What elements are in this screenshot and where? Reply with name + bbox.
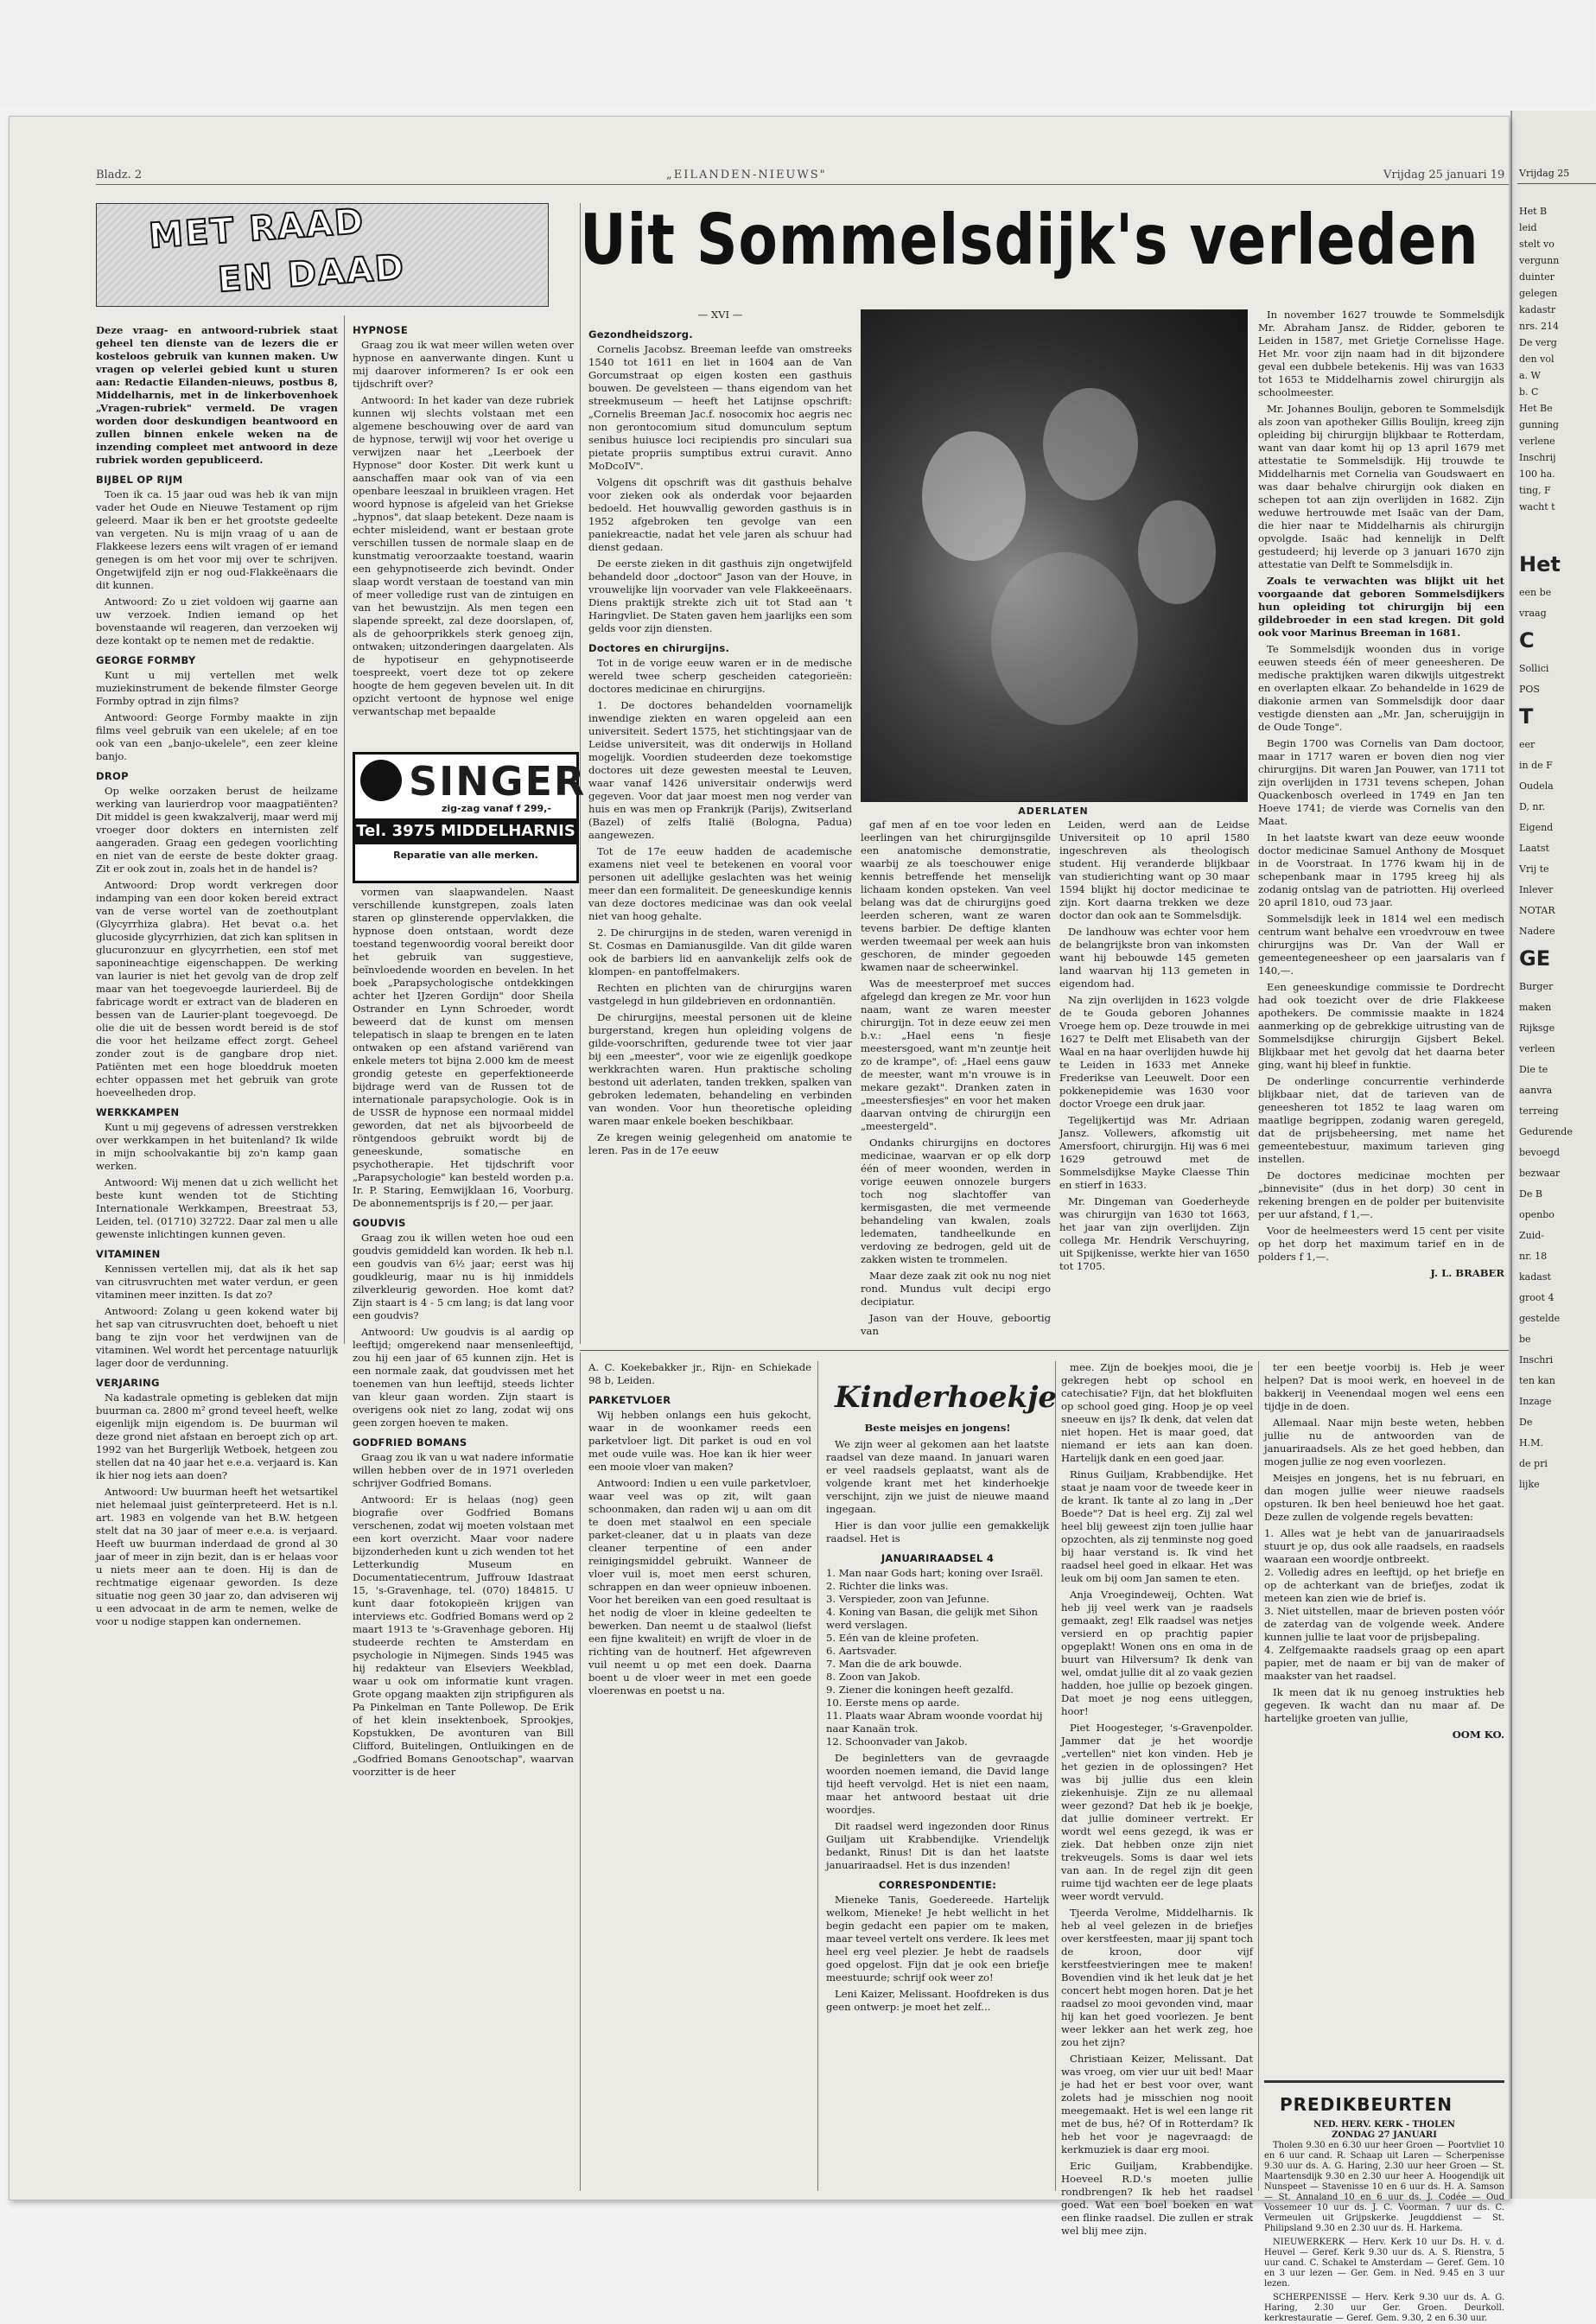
question-text: Graag zou ik van u wat nadere informatie willen hebben over de in 1971 overleden schrijver Godfried Bomans. [353, 1451, 574, 1489]
question-text: Op welke oorzaken berust de heilzame werking van laurierdrop voor maagpatiënten? Dit middel is geen kwakzalverij, maar werd mij vroeger door dokters en internisten zelf aangeraden. Graag een gedegen voorlichting en niet van de eerste de beste dokter graag. Zit er ook zout in, zoals het in de handel is? [96, 785, 338, 875]
next-page-edge [1510, 111, 1596, 2199]
next-page-fragment: terreing [1519, 1105, 1559, 1117]
question-title: VITAMINEN [96, 1248, 161, 1260]
kinderhoekje-title: Kinderhoekje [835, 1380, 1058, 1415]
next-page-fragment: gelegen [1519, 288, 1558, 299]
article-paragraph: Cornelis Jacobsz. Breeman leefde van omstreeks 1540 tot 1611 en liet in 1604 aan de Van Gorcumstraat op eigen kosten een gasthuis bouwen. De gevelsteen — thans eigendom van het streekmuseum — heeft het Latijnse opschrift: „Cornelis Breeman Jac.f. nosocomix hoc aegris nec non gerontocomium situd domunculum septum senibus huiusce loci recipiendis pro sinculari sua pietate propriis sumptibus extrui curavit. Anno MoDcoIV". [588, 343, 852, 472]
kinder-paragraph: Meisjes en jongens, het is nu februari, en dan mogen jullie weer nieuwe raadsels opsturen. Ik ben heel benieuwd hoe het gaat. Deze zullen de volgende regels bevatten: [1264, 1472, 1504, 1523]
church-heading: NED. HERV. KERK - THOLEN [1313, 2120, 1455, 2130]
next-page-fragment: vraag [1519, 608, 1547, 619]
predikbeurten-title: PREDIKBEURTEN [1280, 2094, 1453, 2115]
next-page-date: Vrijdag 25 [1519, 168, 1570, 179]
article-paragraph: Rechten en plichten van de chirurgijns waren vastgelegd in hun gildebrieven en ordonnantiën. [588, 982, 852, 1007]
article-paragraph: De landhouw was echter voor hem de belangrijkste bron van inkomsten want hij bebouwde 145 gemeten land waarvan hij 113 gemeten in eigendom had. [1059, 926, 1249, 990]
article-paragraph: Zoals te verwachten was blijkt uit het voorgaande dat geboren Sommelsdijkers hun opleiding tot chirurgijn bij een gildebroeder in een stad kregen. Dit gold ook voor Marinus Breeman in 1681. [1258, 575, 1504, 639]
kinderhoekje-column-1 [826, 1422, 1049, 2191]
service-list: SCHERPENISSE — Herv. Kerk 9.30 uur ds. A. G. Haring, 2.30 uur Ger. Groen. Deurkoll. kerkrestauratie — Geref. Gem. 9.30, 2 en 6.30 uur. [1264, 2293, 1504, 2323]
next-page-fragment: ting, F [1519, 485, 1551, 496]
kinder-paragraph: Anja Vroegindeweij, Ochten. Wat heb jij veel werk van je raadsels gemaakt, zeg! Elk raadsel was netjes versierd en op prachtig papier opgeplakt! Wonen ons en oma in de buurt van Hilversum? Ik denk van wel, omdat jullie dit al zo vaak gezien hadden, hoe jullie op bezoek gingen. Dat moet je nog eens uitleggen, hoor! [1061, 1589, 1253, 1717]
service-list: Tholen 9.30 en 6.30 uur heer Groen — Poortvliet 10 en 6 uur cand. R. Schaap uit Laren — Scherpenisse 9.30 uur ds. A. G. Haring, 2.30 uur heer Groen — St. Maartensdijk 9.30 en 2.30 uur heer A. Hoogendijk uit Nunspeet — Stavenisse 10 en 6 uur ds. H. A. Samson — St. Annaland 10 en 6 uur ds. J. Codée — Oud Vossemeer 10 uur ds. J. C. Voorman. 7 uur ds. C. Vermeulen uit Grijpskerke. Jeugddienst — St. Philipsland 9.30 en 2.30 uur ds. H. Harkema. [1264, 2141, 1504, 2233]
kinder-paragraph: Rinus Guiljam, Krabbendijke. Het staat je naam voor de tweede keer in de krant. Ik tante al zo lang in „Der Boede"? Dat is heel erg. Zij zal wel heel blij geweest zijn toen jullie haar opzochten, als zij tenminste nog goed bij haar verstand is. Ik vind het raadsel heel goed in elkaar. Het was leuk om bij oom Jan samen te eten. [1061, 1468, 1253, 1584]
next-page-fragment: Inschrij [1519, 452, 1556, 463]
next-page-fragment: kadast [1519, 1271, 1551, 1283]
question-title: PARKETVLOER [588, 1394, 671, 1406]
kinder-paragraph: Tjeerda Verolme, Middelharnis. Ik heb al veel gelezen in de briefjes over kerstfeesten, maar jij spant toch de kroon, door vijf kerstfeestvieringen mee te maken! Bovendien vind ik het leuk dat je het concert hebt mogen horen. Dat je het raadsel zo mooi gevonden vind, maar hij kan het goed voorlezen. Je bent weer lekker aan het werk zeg, hoe zou het zijn? [1061, 1907, 1253, 2048]
article-paragraph: Tegelijkertijd was Mr. Adriaan Jansz. Vollewers, afkomstig uit Amersfoort, chirurgijn. Hij was 6 mei 1629 getrouwd met de Sommelsdijkse Mayke Claesse Thin en stierf in 1633. [1059, 1114, 1249, 1191]
article-column-1 [588, 309, 852, 1341]
next-page-fragment: POS [1519, 684, 1540, 695]
article-column-2 [861, 818, 1051, 1341]
answer-text: Antwoord: Uw goudvis is al aardig op leeftijd; omgerekend naar mensenleeftijd, zou hij een jaar of 65 kunnen zijn. Het is een normale zaak, dat goudvissen met het toenemen van hun leeftijd, steeds lichter van kleur gaan worden. Zijn staart is overigens ook niet zo lang, zodat wij ons geen zorgen hoeven te maken. [353, 1326, 574, 1429]
answer-text: Antwoord: George Formby maakte in zijn films veel gebruik van een ukelele; af en toe ook van een „banjo-ukelele", een zeer kleine banjo. [96, 711, 338, 762]
next-page-fragment: kadastr [1519, 304, 1556, 315]
next-page-fragment: Vrij te [1519, 863, 1549, 875]
next-page-fragment: Rijksge [1519, 1022, 1555, 1034]
article-paragraph: De onderlinge concurrentie verhinderde blijkbaar niet, dat de tarieven van de geneesheren tot 1852 te laag waren om maatlige begrippen, zodanig waren geregeld, dat de prijsbeheersing, met name het gemeentebestuur, maximum tarieven ging instellen. [1258, 1075, 1504, 1165]
next-page-fragment: verlene [1519, 436, 1555, 447]
kinder-paragraph: Piet Hoogesteger, 's-Gravenpolder. Jammer dat je het woordje „vertellen" niet kon vinden. Heb je het gezien in de oplossingen? Het was bij jullie dus een klein ziekenhuisje. Zijn ze nu allemaal weer gezond? Dat heb ik je boekje, dat jullie domineer vertrekt. Er wordt wel eens gezegd, ik was er ziek. Dat hebben onze zijn niet trekveugels. Soms is daar wel iets van aan. In de regel zijn dit geen ruime tijd wachten eer de lege plaats weer wordt vervuld. [1061, 1722, 1253, 1902]
next-page-fragment: Burger [1519, 981, 1554, 992]
service-date: ZONDAG 27 JANUARI [1332, 2130, 1437, 2140]
article-paragraph: Voor de heelmeesters werd 15 cent per visite op het dorp het maximum tarief en in de polders f 1,—. [1258, 1225, 1504, 1263]
header-rule [96, 184, 1509, 185]
next-page-fragment: H.M. [1519, 1437, 1543, 1449]
rubriek-intro: Deze vraag- en antwoord-rubriek staat geheel ten dienste van de lezers die er kosteloos gebruik van kunnen maken. Uw vragen op velerlei gebied kunt u sturen aan: Redactie Eilanden-nieuws, postbus 8, Middelharnis, met in de linkerbovenhoek „Vragen-rubriek" vermeld. De vragen worden door deskundigen beantwoord en zullen binnen enkele weken na de inzending compleet met antwoord in deze rubriek worden gepubliceerd. [96, 324, 338, 466]
question-title: BIJBEL OP RIJM [96, 474, 183, 486]
next-page-fragment: De [1519, 1417, 1533, 1428]
kinder-paragraph: ter een beetje voorbij is. Heb je weer helpen? Dat is mooi werk, en hoeveel in de bakkerij in Veenendaal mogen wel eens een tijdje in de doen. [1264, 1361, 1504, 1412]
raad-column-2-top [353, 324, 574, 748]
next-page-fragment: bevoegd [1519, 1147, 1560, 1158]
logo-line-2: EN DAAD [216, 247, 407, 301]
next-page-fragment: eer [1519, 739, 1536, 750]
article-paragraph: Volgens dit opschrift was dit gasthuis behalve voor zieken ook als onderdak voor bejaarden bedoeld. Het houwvallig geworden gasthuis is in 1952 afgebroken ten gevolge van een paniekreactie, nadat het vele jaren als schuur had dienst gedaan. [588, 476, 852, 553]
question-text: Toen ik ca. 15 jaar oud was heb ik van mijn vader het Oude en Nieuwe Testament op rijm geleerd. Maar ik ben er het grootste gedeelte van vergeten. Nu is mijn vraag of u aan de Flakkeese lezers eens wilt vragen of er iemand genegen is om het voor mij over te schrijven. Ongetwijfeld zijn er nog oud-Flakkeënaars die dit kunnen. [96, 488, 338, 591]
answer-text: Antwoord: Wij menen dat u zich wellicht het beste kunt wenden tot de Stichting Internationale Werkkampen, Breestraat 53, Leiden, tel. (01710) 32722. Daar zal men u alle gewenste inlichtingen kunnen geven. [96, 1176, 338, 1240]
next-page-heading: Het [1519, 552, 1561, 576]
article-paragraph: Na zijn overlijden in 1623 volgde de te Gouda geboren Johannes Vroege hem op. Deze trouwde in mei 1627 te Delft met Elisabeth van der Waal en na haar overlijden huwde hij te Leiden in 1633 met Anneke Frederikse van Leeuwelt. Door een pokkenepidemie was 1630 voor doctor Vroege een druk jaar. [1059, 994, 1249, 1110]
article-paragraph: 1. De doctores behandelden voornamelijk inwendige ziekten en waren opgeleid aan een universiteit. Sedert 1575, het stichtingsjaar van de Leidse universiteit, was dit onderwijs in Holland mogelijk. Voordien studeerden deze toekomstige doctores uit deze gewesten meestal te Leuven, waar vanaf 1426 universitair onderwijs werd gegeven. Voor dat jaar moest men nog verder van huis en was men op Frankrijk (Parijs), Zwitserland (Bazel) of zelfs Italië (Bologna, Padua) aangewezen. [588, 699, 852, 841]
next-page-fragment: b. C [1519, 386, 1539, 398]
ad-phone: Tel. 3975 MIDDELHARNIS [355, 818, 576, 844]
kinder-paragraph: Leni Kaizer, Melissant. Hoofdreken is dus geen ontwerp: je moet het zelf... [826, 1988, 1049, 2013]
kinder-paragraph: Hier is dan voor jullie een gemakkelijk raadsel. Het is [826, 1519, 1049, 1544]
question-text: Na kadastrale opmeting is gebleken dat mijn buurman ca. 2800 m² grond teveel heeft, welke eigenlijk mijn eigendom is. De buurman wil deze grond niet afstaan en beroept zich op art. 1992 van het Burgerlijk Wetboek, hetgeen zou stellen dat na 40 jaar het e.e.a. verjaard is. Kan ik hier nog iets aan doen? [96, 1391, 338, 1481]
kinder-paragraph: mee. Zijn de boekjes mooi, die je gekregen hebt op school en catechisatie? Fijn, dat het blokfluiten op school goed ging. Hoop je op veel sneeuw en ijs? Ik denk, dat velen dat niet hopen. Het is maar goed, dat niemand er iets aan kan doen. Hartelijk dank en een goed jaar. [1061, 1361, 1253, 1464]
question-text: Kunt u mij gegevens of adressen verstrekken over werkkampen in het buitenland? Ik wilde in mijn schoolvakantie bij zo'n kamp gaan werken. [96, 1121, 338, 1172]
scanner-background [0, 0, 1594, 105]
next-page-fragment: be [1519, 1334, 1531, 1345]
singer-advertisement [353, 752, 587, 883]
kinder-paragraph: Ik meen dat ik nu genoeg instrukties heb gegeven. Ik wacht dan nu maar af. De hartelijke groeten van jullie, [1264, 1686, 1504, 1724]
answer-text: Antwoord: Uw buurman heeft het wetsartikel niet helemaal juist geïnterpreteerd. Het is n.l. art. 1983 en volgende van het B.W. hetgeen stelt dat na 30 jaar of meer e.e.a. is verjaard. Heeft uw buurman inderdaad de grond al 30 jaar of meer in zijn bezit, dan is er helaas voor u niets meer aan te doen. Hij is dan de rechtmatige eigenaar geworden. Is deze situatie nog geen 30 jaar zo, dan adviseren wij u een advocaat in de arm te nemen, welke de voor u nodige stappen kan ondernemen. [96, 1486, 338, 1627]
next-page-fragment: Laatst [1519, 843, 1549, 854]
raadsel-title: JANUARIRAADSEL 4 [881, 1552, 995, 1564]
issue-date: Vrijdag 25 januari 19 [1383, 169, 1505, 181]
next-page-fragment: D, nr. [1519, 801, 1546, 812]
next-page-fragment: vergunn [1519, 255, 1560, 266]
next-page-heading: T [1519, 704, 1534, 729]
next-page-heading: C [1519, 628, 1535, 653]
next-page-fragment: verleen [1519, 1043, 1555, 1054]
logo-line-1: MET RAAD [147, 201, 366, 257]
singer-logo-icon [360, 760, 402, 801]
next-page-fragment: Inzage [1519, 1396, 1552, 1407]
section-title: Doctores en chirurgijns. [588, 642, 730, 654]
kinder-paragraph: De beginletters van de gevraagde woorden noemen iemand, die David lange tijd heeft vervolgd. Het is niet een naam, maar het antwoord bestaat uit drie woordjes. [826, 1752, 1049, 1816]
article-paragraph: Leiden, werd aan de Leidse Universiteit op 10 april 1580 ingeschreven als theologisch student. Hij veranderde blijkbaar van studierichting want op 30 maar 1594 blijkt hij doctor medicinae te zijn. Kort daarna trekken we deze doctor dan ook aan te Sommelsdijk. [1059, 818, 1249, 921]
article-paragraph: De chirurgijns, meestal personen uit de kleine burgerstand, kregen hun opleiding volgens de gilde-voorschriften, gedurende twee tot vier jaar bij een „meester", voor wie ze eigenlijk goedkope werkkrachten waren. Hun praktische scholing bestond uit aderlaten, tanden trekken, spalken van gebroken ledematen, behandeling en verbinden van wonden. Voor hun theoretische opleiding waren maar enkele boeken beschikbaar. [588, 1011, 852, 1127]
next-page-fragment: De verg [1519, 337, 1557, 348]
next-page-fragment: ten kan [1519, 1375, 1555, 1386]
answer-text: vormen van slaapwandelen. Naast verschillende kunstgrepen, zoals laten staren op glinsterende oppervlakken, die hypnose doen ontstaan, wordt deze toestand tegenwoordig vooral bereikt door het gebruik van suggestieve, beïnvloedende woorden en bevelen. In het boek „Parapsychologische ontdekkingen achter het IJzeren Gordijn" door Sheila Ostrander en Lynn Schroeder, wordt beweerd dat de kunst om mensen telepatisch in slaap te brengen en te laten ontwaken op een afstand variërend van enkele meters tot bijna 2.000 km de meest grondig geteste en geperfektioneerde bijdrage werd van de Russen tot de internationale parapsychologie. Ook is in de USSR de hypnose een normaal middel geworden, dat net als bijvoorbeeld de röntgendoos gebruikt wordt bij de geneeskunde, somatische en psychotherapie. Het tijdschrift voor „Parapsychologie" kan besteld worden p.a. Ir. P. Staring, Eemwijklaan 16, Voorburg. De abonnementsprijs is f 20,— per jaar. [353, 886, 574, 1209]
kinder-paragraph: Christiaan Keizer, Melissant. Dat was vroeg, om vier uur uit bed! Maar je had het er best voor over, want zolets had je misschien nog nooit meegemaakt. Het is wel een lange rit met de bus, hé? Of in Rotterdam? Ik heb het voor je nagevraagd: de kerkmuziek is daar erg mooi. [1061, 2053, 1253, 2155]
article-paragraph: Jason van der Houve, geboortig van [861, 1312, 1051, 1337]
next-page-fragment: Gedurende [1519, 1126, 1573, 1137]
article-headline: Uit Sommelsdijk's verleden [580, 200, 1479, 280]
next-page-fragment: nr. 18 [1519, 1251, 1548, 1262]
greeting: Beste meisjes en jongens! [864, 1422, 1011, 1434]
next-page-fragment: Oudela [1519, 780, 1554, 792]
next-page-fragment: gunning [1519, 419, 1559, 430]
article-paragraph: Mr. Johannes Boulijn, geboren te Sommelsdijk als zoon van apotheker Gillis Boulijn, kreeg zijn opleiding bij chirurgijn blijkbaar te Rotterdam, want van daar komt hij op 13 april 1679 met attestatie te Sommelsdijk. Hij trouwde te Middelharnis met Cornelia van Goudswaert en was daar behalve chirurgijn ook diaken en schepen tot aan zijn overlijden in 1682. Zijn weduwe hertrouwde met Isaäc van der Dam, die hier naar te Middelharnis als chirurgijn opvolgde. Isaäc had kennelijk in Delft gestudeerd; hij leverde op 3 januari 1670 zijn attestatie van Delft te Sommelsdijk in. [1258, 403, 1504, 570]
raad-column-3 [588, 1361, 811, 2191]
question-text: Wij hebben onlangs een huis gekocht, waar in de woonkamer reeds een parketvloer ligt. Dit parket is oud en vol met oude vuile was. Hoe kan ik hier weer een mooie vloer van maken? [588, 1409, 811, 1473]
page-number: Bladz. 2 [96, 169, 143, 181]
next-page-fragment: in de F [1519, 760, 1553, 771]
article-paragraph: gaf men af en toe voor leden en leerlingen van het chirurgijnsgilde een anatomische demonstratie, waarbij ze als toeschouwer enige kennis betreffende het menselijk lichaam konden opsteken. Van veel belang was dat de chirurgijns goed leerden scheren, want ze waren tevens barbier. De deftige klanten werden tweemaal per week aan huis geschoren, de minder gegoeden kwamen naar de scheerwinkel. [861, 818, 1051, 973]
next-page-fragment: de pri [1519, 1458, 1548, 1469]
article-paragraph: Was de meesterproef met succes afgelegd dan kregen ze Mr. voor hun naam, want ze waren meester chirurgijn. Tot in deze eeuw zei men b.v.: „Hael eens 'n fiesje meestersgoed, want m'n zeuntje heit zo de krampe", of: „Hael eens gauw de meester, want m'n vrouwe is in mekare gezakt". Dranken zaten in „meestersfiesjes" en voor het maken daarvan ontving de chirurgijn een „meestergeld". [861, 977, 1051, 1132]
question-title: GEORGE FORMBY [96, 654, 196, 666]
article-paragraph: In het laatste kwart van deze eeuw woonde doctor medicinae Samuel Anthony de Mosquet in de Voorstraat. In 1776 kwam hij in de schepenbank maar in 1795 kreeg hij als zodanig ontslag van de patriotten. Hij overleed 20 april 1810, oud 73 jaar. [1258, 831, 1504, 908]
next-page-fragment: Zuid- [1519, 1230, 1545, 1241]
next-page-fragment: stelt vo [1519, 239, 1555, 250]
article-author: J. L. BRABER [1430, 1267, 1504, 1279]
next-page-fragment: 100 ha. [1519, 468, 1555, 480]
photo-caption: ADERLATEN [1018, 805, 1089, 817]
kinder-paragraph: Dit raadsel werd ingezonden door Rinus Guiljam uit Krabbendijke. Vriendelijk bedankt, Rinus! Dit is dan het laatste januariraadsel. Het is dus inzenden! [826, 1820, 1049, 1871]
answer-text: A. C. Koekebakker jr., Rijn- en Schiekade 98 b, Leiden. [588, 1361, 811, 1386]
question-title: VERJARING [96, 1377, 160, 1389]
article-paragraph: In november 1627 trouwde te Sommelsdijk Mr. Abraham Jansz. de Ridder, geboren te Leiden in 1587, met Grietje Cornelisse Hage. Het Mr. voor zijn naam had in dit bijzondere geval een dubbele betekenis. Hij was van 1633 tot 1653 te Middelharnis zowel chirurgijn als schoolmeester. [1258, 309, 1504, 398]
raadsel-list: 1. Man naar Gods hart; koning over Israël. 2. Richter die links was. 3. Verspieder, zoon van Jefunne. 4. Koning van Basan, die gelijk met Sihon werd verslagen. 5. Eén van de kleine profeten. 6. Aartsvader. 7. Man die de ark bouwde. 8. Zoon van Jakob. 9. Ziener die koningen heeft gezalfd. 10. Eerste mens op aarde. 11. Plaats waar Abram woonde voordat hij naar Kanaän trok. 12. Schoonvader van Jakob. [826, 1567, 1044, 1748]
kinderhoekje-column-2 [1061, 1361, 1253, 2237]
answer-text: Antwoord: Er is helaas (nog) geen biografie over Godfried Bomans verschenen, zodat wij moeten volstaan met een kort overzicht. Maar voor nadere bijzonderheden kunt u zich wenden tot het Letterkundig Museum en Documentatiecentrum, Juffrouw Idastraat 15, 's-Gravenhage, tel. (070) 184815. U kunt daar fotokopieën krijgen van interviews etc. Godfried Bomans werd op 2 maart 1913 te 's-Gravenhage geboren. Hij studeerde rechten te Amsterdam en psychologie in Nijmegen. Sinds 1945 was hij redakteur van Elseviers Weekblad, waar u ook om informatie kunt vragen. Grote opgang maakten zijn stripfiguren als Pa Pinkelman en Tante Pollewop. De Erik of het klein insektenboek, Sprookjes, Kopstukken, De avonturen van Bill Clifford, Buitelingen, Ontluikingen en de „Godfried Bomans Genootschap", waarvan voorzitter is de heer [353, 1493, 574, 1778]
article-paragraph: De eerste zieken in dit gasthuis zijn ongetwijfeld behandeld door „doctoor" Jason van der Houve, in vrouwelijke lijn voorvader van vele Flakkeeënaars. Diens praktijk strekte zich uit tot Stad aan 't Haringvliet. De Staten gaven hem jaarlijks een som gelds voor zijn diensten. [588, 557, 852, 634]
rules-list: 1. Alles wat je hebt van de januariraadsels stuurt je op, dus ook alle raadsels, en raadsels waaraan een woordje ontbreekt. 2. Volledig adres en leeftijd, op het briefje en op de achterkant van de briefjes, zodat ik meteen kan zien wie de brief is. 3. Niet uitstellen, maar de brieven posten vóór de zaterdag van de volgende week. Andere kunnen jullie te laat voor de prijsbepaling. 4. Zelfgemaakte raadsels graag op een apart papier, met de naam er bij van de maker of maakster van het raadsel. [1264, 1527, 1504, 1682]
article-paragraph: Ondanks chirurgijns en doctores medicinae, waarvan er op elk dorp één of meer woonden, werden in vorige eeuwen onnozele burgers toch nog slachtoffer van kermisgasten, die met vermeende behandeling van kwalen, zoals ledematen, tandheelkunde en verdoving ze bedrogen, geld uit de zakken wisten te trommelen. [861, 1137, 1051, 1265]
next-page-fragment: gestelde [1519, 1313, 1561, 1324]
question-text: Kennissen vertellen mij, dat als ik het sap van citrusvruchten met water verdun, er geen vitaminen meer inzitten. Is dat zo? [96, 1263, 338, 1301]
next-page-fragment: lijke [1519, 1479, 1540, 1490]
ad-offer: zig-zag vanaf f 299,- [442, 803, 551, 814]
answer-text: Antwoord: Drop wordt verkregen door indamping van een door koken bereid extract van de verse wortel van de zoethoutplant (Glycyrrhiza glabra). Het bevat o.a. het glucoside glycyrrhizien, dat zich kan splitsen in glucuronzuur en glycyrrhetien, een stof met saponineachtige eigenschappen. De werking van laurier is niet het gevolg van de drop zelf maar van het toegevoegde laurierdeel. Bij de fabricage wordt er extract van de bladeren en bessen van de Laurier-plant toegevoegd. De olie die uit de bessen wordt bereid is de stof die voor het heilzame effect zorgt. Geheel zonder zout is de gangbare drop niet. Patiënten met een hoge bloeddruk moeten echter oppassen met het gebruik van grote hoeveelheden drop. [96, 879, 339, 1098]
article-column-4 [1258, 309, 1504, 1341]
answer-text: Antwoord: Zolang u geen kokend water bij het sap van citrusvruchten doet, behoeft u niet bang te zijn voor het verdwijnen van de vitaminen. Wel wordt het percentage natuurlijk lager door de verdunning. [96, 1305, 338, 1369]
ad-repair: Reparatie van alle merken. [393, 850, 538, 861]
article-paragraph: Ze kregen weinig gelegenheid om anatomie te leren. Pas in de 17e eeuw [588, 1131, 852, 1156]
next-page-fragment: a. W [1519, 370, 1541, 381]
question-title: GOUDVIS [353, 1217, 406, 1229]
article-paragraph: Begin 1700 was Cornelis van Dam doctoor, maar in 1717 waren er boven dien nog vier chirurgijns. Dit waren Jan Pouwer, van 1711 tot zijn overlijden in 1731 tevens schepen, Johan Quackenbosch overleed in 1749 en Jan ten Hoeve 1741; de vierde was Cornelis van den Maat. [1258, 737, 1504, 827]
question-title: GODFRIED BOMANS [353, 1436, 467, 1449]
correspondentie-title: CORRESPONDENTIE: [878, 1879, 997, 1891]
service-list: NIEUWERKERK — Herv. Kerk 10 uur Ds. H. v. d. Heuvel — Geref. Kerk 9.30 uur ds. A. S. Rienstra, 5 uur cand. C. Schakel te Amsterdam — Geref. Gem. 10 en 3 uur lezen — Ger. Gem. in Ned. 9.45 en 3 uur lezen. [1264, 2238, 1504, 2289]
article-paragraph: Mr. Dingeman van Goederheyde was chirurgijn van 1630 tot 1663, het jaar van zijn overlijden. Zijn collega Mr. Hendrik Verschuyring, uit Spijkenisse, werkte hier van 1650 tot 1705. [1059, 1195, 1249, 1272]
next-page-fragment: duinter [1519, 271, 1555, 283]
next-page-fragment: aanvra [1519, 1085, 1553, 1096]
raad-column-1 [96, 324, 338, 2182]
next-page-fragment: bezwaar [1519, 1168, 1561, 1179]
next-page-fragment: den vol [1519, 353, 1555, 365]
next-page-fragment: maken [1519, 1002, 1552, 1013]
next-page-fragment: NOTAR [1519, 905, 1555, 916]
next-page-fragment: Inschri [1519, 1354, 1554, 1366]
question-title: HYPNOSE [353, 324, 409, 336]
newspaper-name: „EILANDEN-NIEUWS" [666, 169, 827, 181]
question-title: WERKKAMPEN [96, 1106, 180, 1118]
next-page-fragment: groot 4 [1519, 1292, 1555, 1303]
question-text: Graag zou ik willen weten hoe oud een goudvis gemiddeld kan worden. Ik heb n.l. een goudvis van 6½ jaar; eerst was hij goudkleurig, maar nu is hij inmiddels zilverkleurig geworden. Hoe komt dat? Zijn staart is 4 - 5 cm lang; is dat lang voor een goudvis? [353, 1232, 574, 1321]
question-title: DROP [96, 770, 129, 782]
next-page-heading: GE [1519, 946, 1551, 971]
section-title: Gezondheidszorg. [588, 328, 693, 341]
predikbeurten-column [1264, 2120, 1504, 2323]
question-text: Graag zou ik wat meer willen weten over hypnose en aanverwante dingen. Kunt u mij daarover informeren? Is er ook een tijdschrift over? [353, 339, 574, 390]
answer-text: Antwoord: Indien u een vuile parketvloer, waar veel was op zit, wilt gaan schoonmaken, dan raden wij u aan om dit te doen met staalwol en een speciale parket-cleaner, dat u in plaats van deze cleaner terpentine of een ander reinigingsmiddel gebruikt. Wanneer de vloer vuil is, moet men eerst schuren, schrappen en dan weer opnieuw inboenen. Voor het bereiken van een goed resultaat is het nodig de vloer in kleine gedeelten te bewerken. Dan neemt u de staalwol (liefst een fijne kwaliteit) en wrijft de vloer in de richting van de houtnerf. Het afgewreven vuil neemt u op met een doek. Daarna boent u de vloer weer in met een goede vloerenwas en poetst u na. [588, 1477, 811, 1697]
article-paragraph: Tot in de vorige eeuw waren er in de medische wereld twee scherp gescheiden categorieën: doctores medicinae en chirurgijns. [588, 657, 852, 695]
next-page-fragment: wacht t [1519, 501, 1555, 513]
next-page-fragment: De B [1519, 1188, 1542, 1200]
next-page-fragment: Sollici [1519, 663, 1549, 674]
article-paragraph: 2. De chirurgijns in de steden, waren verenigd in St. Cosmas en Damianusgilde. Van dit gilde waren ook de barbiers lid en aanvankelijk zelfs ook de klompen- en pantoffelmakers. [588, 926, 852, 977]
next-page-fragment: Inlever [1519, 884, 1554, 895]
next-page-fragment: nrs. 214 [1519, 321, 1559, 332]
next-page-fragment: Die te [1519, 1064, 1548, 1075]
met-raad-en-daad-logo [96, 203, 549, 307]
next-page-fragment: Nadere [1519, 926, 1555, 937]
kinder-paragraph: Mieneke Tanis, Goedereede. Hartelijk welkom, Mieneke! Je hebt wellicht in het begin gedacht een papier om te maken, maar teveel vertelt ons verdere. Ik lees met heel erg veel plezier. Je hebt de raadsels goed opgelost. Fijn dat je ook een briefje meestuurde; schrijf ook weer zo! [826, 1894, 1049, 1983]
question-text: Kunt u mij vertellen met welk muziekinstrument de bekende filmster George Formby optrad in zijn films? [96, 669, 338, 707]
article-paragraph: Sommelsdijk leek in 1814 wel een medisch centrum want behalve een vroedvrouw en twee chirurgijns was Dr. Van der Wall er gemeentegeneesheer op een jaarsalaris van f 140,—. [1258, 913, 1504, 977]
ad-brand: SINGER [409, 758, 587, 805]
answer-text: Antwoord: Zo u ziet voldoen wij gaarne aan uw verzoek. Indien iemand op het bovenstaande wil reageren, dan verzoeken wij deze kontakt op te nemen met de redaktie. [96, 595, 338, 646]
article-paragraph: Maar deze zaak zit ook nu nog niet rond. Mundus vult decipi ergo decipiatur. [861, 1270, 1051, 1308]
article-paragraph: De doctores medicinae mochten per „binnevisite" (dus in het dorp) 30 cent in rekening brengen en de polder per buitenvisite per uur afstand, f 1,—. [1258, 1169, 1504, 1220]
next-page-fragment: Het B [1519, 206, 1548, 217]
aderlaten-photo [861, 309, 1248, 802]
newspaper-page [9, 116, 1510, 2323]
article-part-number: — XVI — [697, 309, 743, 321]
answer-text: Antwoord: In het kader van deze rubriek kunnen wij slechts volstaan met een algemene beschouwing over de aard van de hypnose, terwijl wij voor het overige u verwijzen naar het „Leerboek der Hypnose" door Koster. Dit werk kunt u aanschaffen maar ook van of via een openbare leeszaal in bruikleen vragen. Het woord hypnose is afgeleid van het Griekse „hypnos", dat slaap betekent. Deze naam is echter misleidend, want er bestaan grote verschillen tussen de normale slaap en de kunstmatig veroorzaakte toestand, waarin een gehypnotiseerde zich bevindt. Onder slaap wordt verstaan de toestand van min of meer volledige rust van de zintuigen en van het bewustzijn. Als men tegen een slapende spreekt, zal deze doorslapen, of, als de gehoorprikkels sterk genoeg zijn, ontwaken; uitzonderingen daargelaten. Als de hypotiseur en gehypnotiseerde toespreekt, voert deze tot op zekere hoogte de hem gegeven bevelen uit. In dit opzicht vertoont de hypnose wel enige verwantschap met bepaalde [353, 394, 574, 717]
raad-column-2-bottom [353, 886, 574, 2182]
kinder-paragraph: Eric Guiljam, Krabbendijke. Hoeveel R.D.'s moeten jullie rondbrengen? Ik heb het raadsel goed. Wat een boel boeken en wat een flinke raadsel. Die zullen er strak wel blij mee zijn. [1061, 2160, 1253, 2237]
article-paragraph: Te Sommelsdijk woonden dus in vorige eeuwen steeds één of meer geneesheren. De medische praktijken waren dikwijls uitgestrekt en overlapten elkaar. Zo behandelde in 1629 de diakonie armen van Sommelsdijk door daar vestigde diensten aan „Mr. Jan, scheruijgijn in de Oude Tonge". [1258, 643, 1504, 733]
kinderhoekje-column-3 [1264, 1361, 1504, 2079]
next-page-fragment: leid [1519, 222, 1537, 233]
article-column-3 [1059, 818, 1249, 1341]
next-page-fragment: een be [1519, 587, 1552, 598]
kinder-paragraph: We zijn weer al gekomen aan het laatste raadsel van deze maand. In januari waren er veel raadsels geplaatst, want als de volgende krant met het kinderhoekje verschijnt, zijn we juist de nieuwe maand ingegaan. [826, 1438, 1049, 1515]
article-paragraph: Tot de 17e eeuw hadden de academische examens niet veel te betekenen en vooral voor personen uit adellijke geslachten was het weinig meer dan een formaliteit. De geneeskundige kennis van deze doctores medicinae was dan ook veelal niet van hoog gehalte. [588, 845, 852, 922]
signature: OOM KO. [1452, 1729, 1504, 1741]
next-page-fragment: openbo [1519, 1209, 1555, 1220]
kinder-paragraph: Allemaal. Naar mijn beste weten, hebben jullie nu de antwoorden van de januariraadsels. Als ze het goed hebben, dan mogen jullie ze nog even voorlezen. [1264, 1417, 1504, 1468]
next-page-fragment: Eigend [1519, 822, 1554, 833]
article-paragraph: Een geneeskundige commissie te Dordrecht had ook toezicht over de drie Flakkeese apothekers. De commissie maakte in 1824 aanmerking op de gebrekkige uitrusting van de Sommelsdijkse chirurgijn Gijsbert Bekel. Blijkbaar met het gevolg dat het daarna beter ging, want hij bleef in funktie. [1258, 981, 1504, 1071]
next-page-fragment: Het Be [1519, 403, 1553, 414]
